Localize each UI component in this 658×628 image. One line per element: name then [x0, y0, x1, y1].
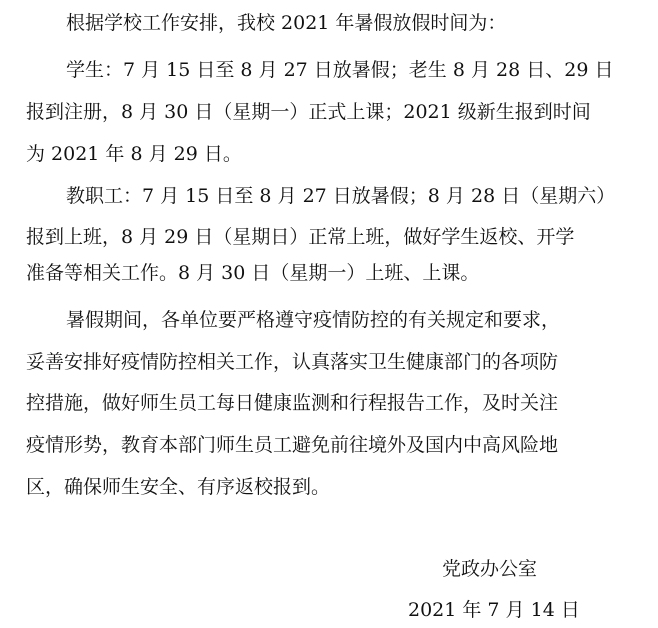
signature-date: 2021 年 7 月 14 日 [408, 599, 580, 621]
students-line-2: 报到注册，8 月 30 日（星期一）正式上课；2021 级新生报到时间 [26, 101, 591, 123]
epidemic-line-3: 控措施，做好师生员工每日健康监测和行程报告工作，及时关注 [26, 392, 559, 414]
epidemic-line-1: 暑假期间，各单位要严格遵守疫情防控的有关规定和要求， [66, 309, 561, 331]
staff-line-2: 报到上班，8 月 29 日（星期日）正常上班，做好学生返校、开学 [26, 226, 575, 248]
intro-line: 根据学校工作安排，我校 2021 年暑假放假时间为： [66, 12, 507, 34]
students-line-3: 为 2021 年 8 月 29 日。 [26, 143, 242, 165]
epidemic-line-4: 疫情形势，教育本部门师生员工避免前往境外及国内中高风险地 [26, 434, 559, 456]
students-line-1: 学生：7 月 15 日至 8 月 27 日放暑假；老生 8 月 28 日、29 日 [66, 59, 614, 81]
epidemic-line-5: 区，确保师生安全、有序返校报到。 [26, 476, 331, 498]
epidemic-line-2: 妥善安排好疫情防控相关工作，认真落实卫生健康部门的各项防 [26, 351, 559, 373]
staff-line-3: 准备等相关工作。8 月 30 日（星期一）上班、上课。 [26, 262, 480, 284]
signature-office: 党政办公室 [442, 558, 538, 580]
staff-line-1: 教职工：7 月 15 日至 8 月 27 日放暑假；8 月 28 日（星期六） [66, 185, 616, 207]
